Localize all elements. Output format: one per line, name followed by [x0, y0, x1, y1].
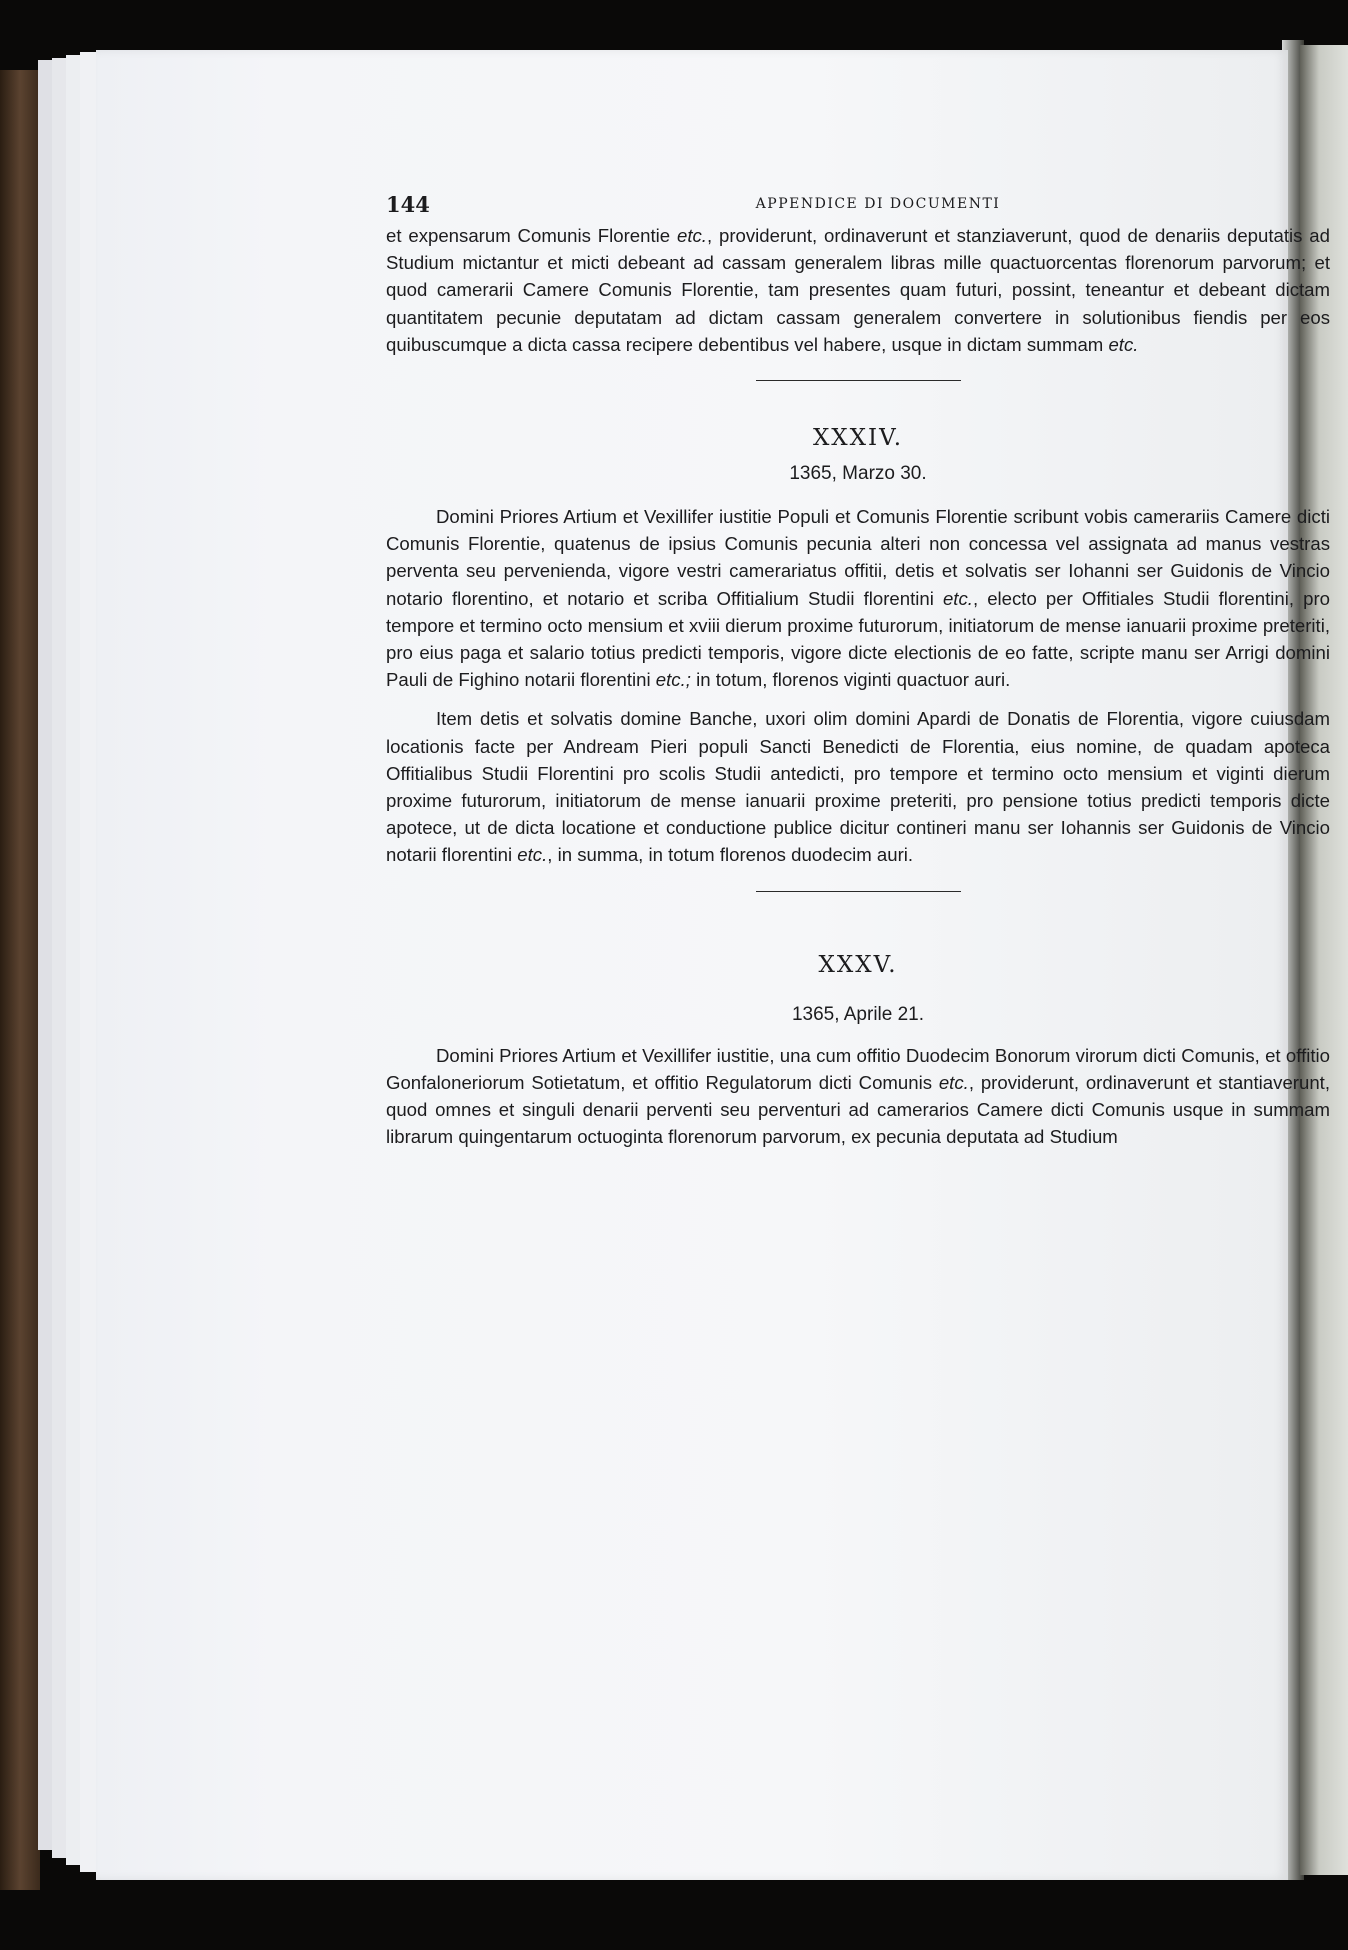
document-paragraph: Domini Priores Artium et Vexillifer iustitie Populi et Comunis Florentie scribunt vobis camerariis Camere dicti Comunis Florentie, quatenus de ipsius Comunis pecunia alteri non concessa vel assignata ad manus vestras perventa seu pervenienda, vigore vestri camerariatus offitii, detis et solvatis ser Iohanni ser Guidonis de Vincio notario florentino, et notario et scriba Offitialium Studii florentini etc., electo per Offitiales Studii florentini, pro tempore et termino octo mensium et xviii dierum proxime futurorum, initiatorum de mense ianuarii proxime preteriti, pro eius paga et salario totius predicti temporis, vigore dicte electionis de eo fatte, scripte manu ser Arrigi domini Pauli de Fighino notarii florentini etc.; in totum, florenos viginti quactuor auri. [386, 506, 1330, 691]
document-date: 1365, Marzo 30. [789, 463, 927, 485]
document-paragraph: Domini Priores Artium et Vexillifer iustitie, una cum offitio Duodecim Bonorum virorum dicti Comunis, et offitio Gonfaloneriorum Sotietatum, et offitio Regulatorum dicti Comunis etc., providerunt, ordinaverunt et stantiaverunt, quod omnes et singuli denarii perventi seu perventuri ad camerarios Camere dicti Comunis usque in summam librarum quingentarum octuoginta florenorum parvorum, ex pecunia deputata ad Studium [386, 1044, 1330, 1148]
document-number: XXXV. [818, 951, 898, 978]
section-divider [756, 891, 961, 892]
intro-paragraph: et expensarum Comunis Florentie etc., providerunt, ordinaverunt et stanziaverunt, quod de denariis deputatis ad Studium mictantur et micti debeant ad cassam generalem libras mille quactuorcentas florenorum parvorum; et quod camerarii Camere Comunis Florentie, tam presentes quam futuri, possint, teneantur et debeant dictam quantitatem pecunie deputatam ad dictam cassam generalem convertere in solutionibus fiendis per eos quibuscumque a dicta cassa recipere debentibus vel habere, usque in dictam summam etc. [386, 225, 1330, 355]
page-number: 144 [386, 192, 430, 217]
text-block [386, 190, 1330, 1150]
page [96, 50, 1330, 1880]
running-head [386, 190, 1330, 220]
section-divider [756, 380, 961, 381]
book-cover-edge [0, 70, 40, 1890]
document-paragraph: Item detis et solvatis domine Banche, uxori olim domini Apardi de Donatis de Florentia, vigore cuiusdam locationis facte per Andream Pieri populi Sancti Benedicti de Florentia, eius nomine, de quadam apoteca Offitialibus Studii Florentini pro scolis Studii antedicti, pro tempore et termino octo mensium et viginti dierum proxime futurorum, initiatorum de mense ianuarii proxime preteriti, pro pensione totius predicti temporis dicte apotece, ut de dicta locatione et conductione publice dicitur contineri manu ser Iohannis ser Guidonis de Vincio notarii florentini etc., in summa, in totum florenos duodecim auri. [386, 708, 1330, 866]
document-number: XXXIV. [812, 425, 904, 452]
running-head-title: APPENDICE DI DOCUMENTI [755, 196, 1001, 212]
document-date: 1365, Aprile 21. [791, 1003, 925, 1025]
